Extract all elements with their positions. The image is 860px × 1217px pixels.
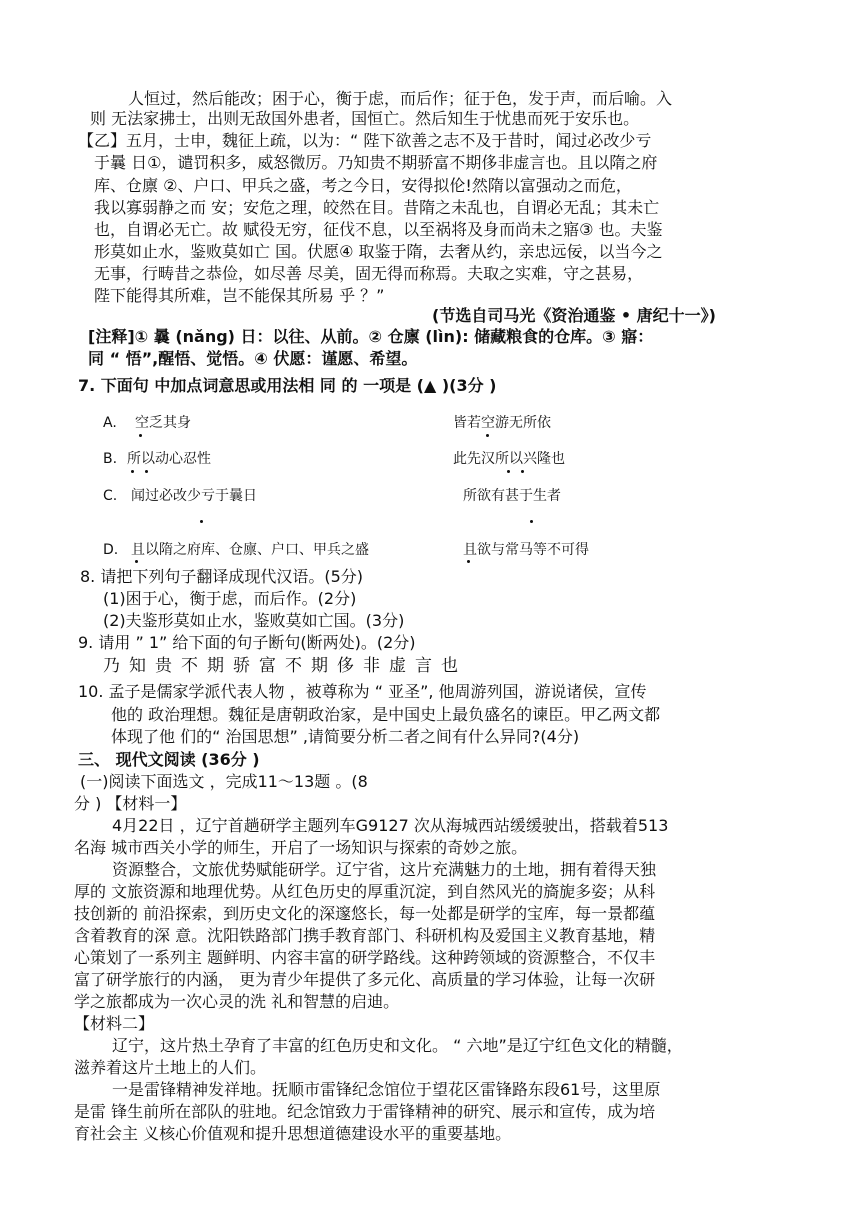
section-3-sub-1: (一)阅读下面选文 ，完成11～13题 。(8	[80, 772, 368, 791]
material2-line-3: 一是雷锋精神发祥地。抚顺市雷锋纪念馆位于望花区雷锋路东段61号，这里原	[112, 1080, 661, 1099]
q7-option-a-right: 皆若空游无所依	[453, 415, 551, 431]
material2-line-2: 滋养着这片土地上的人们。	[74, 1058, 267, 1077]
q10-line-1: 10. 孟子是儒家学派代表人物 ，被尊称为 “ 亚圣”, 他周游列国，游说诸侯，宣传	[78, 682, 647, 701]
emphasis-dot	[135, 560, 138, 563]
emphasis-dot	[507, 470, 510, 473]
passage-yi-line-1: 【乙】五月，士申，魏征上疏，以为：“ 陛下欲善之志不及于昔时，闻过必改少亏	[78, 131, 652, 150]
material1-line-2: 名海 城市西关小学的师生，开启了一场知识与探索的奇妙之旅。	[74, 838, 528, 857]
source-citation: (节选自司马光《资治通鉴 • 唐纪十一》)	[432, 306, 716, 325]
material2-line-4: 是雷 锋生前所在部队的驻地。纪念馆致力于雷锋精神的研究、展示和宣传，成为培	[74, 1102, 656, 1121]
q7-option-a-left: 空乏其身	[135, 415, 191, 431]
passage-yi-line-8: 陛下能得其所难，岂不能保其所易 乎 ？”	[94, 286, 385, 305]
passage-yi-line-2: 于曩 日①，谴罚积多，威怒微厉。乃知贵不期骄富不期侈非虚言也。且以隋之府	[94, 153, 658, 172]
q7-option-b-right: 此先汉所以兴隆也	[453, 451, 565, 467]
passage-yi-line-6: 形莫如止水，鉴败莫如亡 国。伏愿④ 取鉴于隋，去奢从约，亲忠远佞，以当今之	[94, 242, 663, 261]
q7-stem: 7. 下面句 中加点词意思或用法相 同 的 一项是 (▲ )(3分 )	[78, 376, 497, 395]
q7-option-a-label: A.	[103, 415, 117, 431]
q8-item-2: (2)夫鉴形莫如止水，鉴败莫如亡国。(3分)	[103, 611, 405, 630]
passage-jia-line-1: 人恒过，然后能改；困于心，衡于虑，而后作；征于色，发于声，而后喻。入	[128, 89, 673, 108]
material1-line-4: 厚的 文旅资源和地理优势。从红色历史的厚重沉淀，到自然风光的旖旎多姿；从科	[74, 882, 656, 901]
passage-yi-line-3: 库、仓廪 ②、户口、甲兵之盛，考之今日，安得拟伦!然隋以富强动之而危，	[94, 176, 632, 195]
q7-option-b-label: B.	[103, 451, 118, 467]
emphasis-dot	[139, 434, 142, 437]
material2-title: 【材料二】	[74, 1014, 155, 1033]
material1-line-6: 含着教育的深 意。沈阳铁路部门携手教育部门、科研机构及爱国主义教育基地，精	[74, 926, 656, 945]
material1-line-9: 学之旅都成为一次心灵的洗 礼和智慧的启迪。	[74, 992, 400, 1011]
emphasis-dot	[145, 470, 148, 473]
q10-line-2: 他的 政治理想。魏征是唐朝政治家，是中国史上最负盛名的谏臣。甲乙两文都	[111, 705, 661, 724]
q7-option-d-left: 且以隋之府库、仓廪、户口、甲兵之盛	[131, 542, 369, 558]
q7-option-c-label: C.	[103, 488, 118, 504]
q8-item-1: (1)困于心，衡于虑，而后作。(2分)	[103, 589, 357, 608]
material1-line-7: 心策划了一系列主 题鲜明、内容丰富的研学路线。这种跨领域的资源整合，不仅丰	[74, 948, 656, 967]
passage-yi-line-4: 我以寡弱静之而 安；安危之理，皎然在目。昔隋之未乱也，自谓必无乱；其未亡	[94, 198, 660, 217]
q7-option-c-right: 所欲有甚于生者	[463, 488, 561, 504]
passage-yi-line-5: 也，自谓必无亡。故 赋役无穷，征伐不息，以至祸将及身而尚未之寤③ 也。夫鉴	[94, 220, 663, 239]
q9-sentence: 乃知贵不期骄富不期侈非虚言也	[103, 656, 467, 676]
q7-option-d-label: D.	[103, 542, 119, 558]
emphasis-dot	[467, 560, 470, 563]
q7-option-c-left: 闻过必改少亏于曩日	[131, 488, 257, 504]
passage-jia-line-2: 则 无法家拂士，出则无敌国外患者，国恒亡。然后知生于忧患而死于安乐也。	[90, 109, 640, 128]
emphasis-dot	[521, 470, 524, 473]
material1-line-3: 资源整合，文旅优势赋能研学。辽宁省，这片充满魅力的土地，拥有着得天独	[112, 860, 657, 879]
passage-yi-line-7: 无事，行畴昔之恭俭，如尽善 尽美，固无得而称焉。夫取之实难，守之甚易，	[94, 264, 644, 283]
notes-line-1: [注释]① 曩 (nǎng) 日：以往、从前。② 仓廪 (lìn): 储藏粮食的仓库。③ 寤：	[88, 327, 654, 346]
emphasis-dot	[530, 520, 533, 523]
q7-option-d-right: 且欲与常马等不可得	[463, 542, 589, 558]
emphasis-dot	[200, 520, 203, 523]
material1-line-1: 4月22日 ，辽宁首趟研学主题列车G9127 次从海城西站缓缓驶出，搭载着513	[112, 816, 669, 835]
q10-line-3: 体现了他 们的“ 治国思想” ,请简要分析二者之间有什么异同?(4分)	[111, 727, 580, 746]
q8-stem: 8. 请把下列句子翻译成现代汉语。(5分)	[80, 567, 364, 586]
material1-line-5: 技创新的 前沿探索，到历史文化的深邃悠长，每一处都是研学的宝库，每一景都蕴	[74, 904, 656, 923]
material2-line-1: 辽宁，这片热土孕育了丰富的红色历史和文化。 “ 六地”是辽宁红色文化的精髓，	[112, 1036, 683, 1055]
section-3-title: 三、 现代文阅读 (36分 )	[78, 750, 260, 769]
section-3-sub-2: 分 ) 【材料一】	[74, 794, 187, 813]
material1-line-8: 富了研学旅行的内涵， 更为青少年提供了多元化、高质量的学习体验，让每一次研	[74, 970, 656, 989]
material2-line-5: 育社会主 义核心价值观和提升思想道德建设水平的重要基地。	[74, 1124, 512, 1143]
emphasis-dot	[131, 470, 134, 473]
notes-line-2: 同 “ 悟”,醒悟、觉悟。④ 伏愿：谨愿、希望。	[88, 349, 418, 368]
emphasis-dot	[486, 434, 489, 437]
q9-stem: 9. 请用 ” 1” 给下面的句子断句(断两处)。(2分)	[78, 633, 416, 652]
q7-option-b-left: 所以动心忍性	[127, 451, 211, 467]
